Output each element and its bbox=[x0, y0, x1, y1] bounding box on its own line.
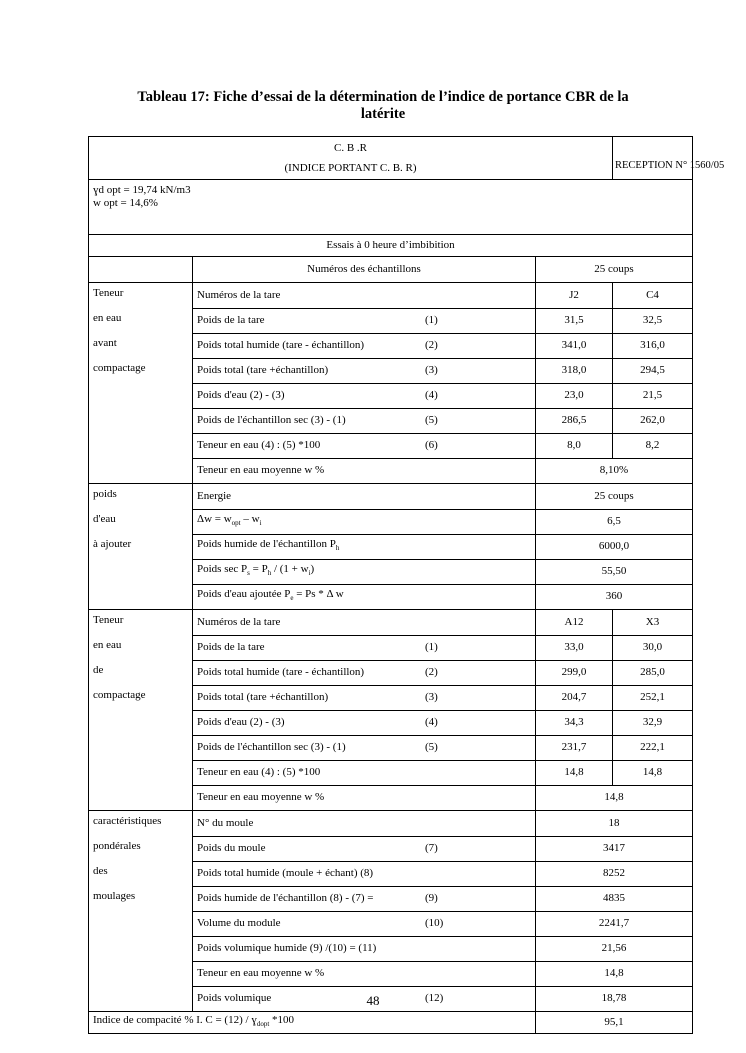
section-label: Teneur bbox=[89, 283, 193, 309]
section-teneur-de-compactage bbox=[89, 610, 693, 811]
row-desc bbox=[193, 635, 536, 660]
section-label: moulages bbox=[89, 886, 193, 911]
moyenne-value: 8,10% bbox=[536, 458, 693, 484]
row-desc bbox=[193, 685, 536, 710]
section-label bbox=[89, 383, 193, 408]
text: *100 bbox=[269, 1013, 295, 1026]
section-indice-compacite bbox=[89, 1012, 693, 1034]
section-label: compactage bbox=[89, 358, 193, 383]
text: / (1 + w bbox=[271, 562, 309, 575]
table-title-line2: latérite bbox=[360, 106, 406, 122]
coups-header: 25 coups bbox=[536, 257, 693, 283]
row-ref-number: (4) bbox=[425, 389, 438, 401]
value-sample-2: 285,0 bbox=[613, 660, 693, 685]
row-desc bbox=[193, 710, 536, 735]
section-label bbox=[89, 458, 193, 484]
row-desc bbox=[193, 660, 536, 685]
section-label: avant bbox=[89, 333, 193, 358]
text: Δw = w bbox=[197, 512, 232, 525]
table-title-line1: Tableau 17: Fiche d’essai de la détermination de l’indice de portance CBR de la bbox=[137, 89, 629, 105]
param-gamma-d-opt: ɣd opt = 19,74 kN/m3 bbox=[93, 184, 191, 196]
table-row bbox=[89, 685, 693, 710]
row-desc bbox=[193, 283, 536, 309]
section-label bbox=[89, 735, 193, 760]
value-sample-2: 21,5 bbox=[613, 383, 693, 408]
value-sample-2: 262,0 bbox=[613, 408, 693, 433]
value-sample-2: X3 bbox=[613, 610, 693, 636]
section-label: caractéristiques bbox=[89, 811, 193, 837]
row-desc bbox=[193, 383, 536, 408]
section-label bbox=[89, 559, 193, 584]
value-sample-1: 341,0 bbox=[536, 333, 613, 358]
value-sample-1: 286,5 bbox=[536, 408, 613, 433]
section-label: d'eau bbox=[89, 509, 193, 534]
page-number: 48 bbox=[366, 993, 380, 1008]
text: s bbox=[247, 569, 250, 578]
row-desc bbox=[193, 911, 536, 936]
header-indice: (INDICE PORTANT C. B. R) bbox=[284, 162, 417, 174]
value-sample-2: 32,9 bbox=[613, 710, 693, 735]
row-value: 3417 bbox=[536, 836, 693, 861]
row-desc-text: Poids d'eau (2) - (3) bbox=[197, 716, 285, 728]
moyenne-value: 14,8 bbox=[536, 785, 693, 811]
indice-row bbox=[89, 1012, 693, 1034]
text: Poids d'eau ajoutée P bbox=[197, 588, 291, 601]
text: ) bbox=[310, 562, 315, 575]
value-sample-1: J2 bbox=[536, 283, 613, 309]
row-value: 18,78 bbox=[536, 986, 693, 1012]
poids-sec-value: 55,50 bbox=[536, 559, 693, 584]
section-label bbox=[89, 936, 193, 961]
row-ref-number: (10) bbox=[425, 917, 444, 929]
row-value: 8252 bbox=[536, 861, 693, 886]
row-desc-text: Poids humide de l'échantillon (8) - (7) = bbox=[197, 892, 374, 904]
value-sample-2: 222,1 bbox=[613, 735, 693, 760]
moyenne-desc: Teneur en eau moyenne w % bbox=[193, 458, 536, 484]
table-row bbox=[89, 534, 693, 559]
table-row bbox=[89, 785, 693, 811]
row-ref-number: (3) bbox=[425, 364, 438, 376]
row-ref-number: (2) bbox=[425, 666, 438, 678]
row-desc bbox=[193, 811, 536, 837]
table-row bbox=[89, 333, 693, 358]
poids-humide-desc bbox=[193, 534, 536, 559]
row-desc-text: Poids de la tare bbox=[197, 641, 265, 653]
row-desc-text: Poids total humide (tare - échantillon) bbox=[197, 339, 365, 351]
table-row bbox=[89, 283, 693, 309]
value-sample-2: 14,8 bbox=[613, 760, 693, 785]
table-row bbox=[89, 408, 693, 433]
row-desc-text: Poids total humide (tare - échantillon) bbox=[197, 666, 365, 678]
value-sample-2: 252,1 bbox=[613, 685, 693, 710]
value-sample-1: 34,3 bbox=[536, 710, 613, 735]
value-sample-2: 30,0 bbox=[613, 635, 693, 660]
section-label: pondérales bbox=[89, 836, 193, 861]
param-w-opt: w opt = 14,6% bbox=[93, 197, 158, 209]
table-row bbox=[89, 961, 693, 986]
section-label bbox=[89, 710, 193, 735]
row-desc-text: Teneur en eau (4) : (5) *100 bbox=[197, 766, 321, 778]
row-desc bbox=[193, 610, 536, 636]
delta-w-value: 6,5 bbox=[536, 509, 693, 534]
essais-title: Essais à 0 heure d’imbibition bbox=[89, 235, 693, 257]
row-desc-text: Poids du moule bbox=[197, 842, 266, 854]
value-sample-1: A12 bbox=[536, 610, 613, 636]
indice-desc bbox=[89, 1012, 536, 1034]
row-ref-number: (6) bbox=[425, 439, 438, 451]
value-sample-1: 14,8 bbox=[536, 760, 613, 785]
section-label: compactage bbox=[89, 685, 193, 710]
row-desc bbox=[193, 961, 536, 986]
row-desc bbox=[193, 433, 536, 458]
row-desc-text: Poids volumique humide (9) /(10) = (11) bbox=[197, 942, 377, 954]
table-row bbox=[89, 735, 693, 760]
row-desc-text: Volume du module bbox=[197, 917, 281, 929]
text: h bbox=[335, 544, 340, 553]
cbr-test-sheet-table bbox=[88, 136, 725, 1034]
row-value: 18 bbox=[536, 811, 693, 837]
section-teneur-avant-compactage bbox=[89, 283, 693, 484]
row-desc-text: Numéros de la tare bbox=[197, 288, 281, 301]
poids-eau-ajoutee-value: 360 bbox=[536, 584, 693, 610]
table-row bbox=[89, 610, 693, 636]
table-row bbox=[89, 811, 693, 837]
section-label bbox=[89, 785, 193, 811]
table-row bbox=[89, 559, 693, 584]
poids-sec-desc bbox=[193, 559, 536, 584]
row-desc bbox=[193, 760, 536, 785]
row-ref-number: (5) bbox=[425, 741, 438, 753]
echantillons-header: Numéros des échantillons bbox=[193, 257, 536, 283]
section-label bbox=[89, 584, 193, 610]
row-desc bbox=[193, 408, 536, 433]
row-desc bbox=[193, 308, 536, 333]
row-desc bbox=[193, 886, 536, 911]
row-desc-text: Poids d'eau (2) - (3) bbox=[197, 389, 285, 401]
table-row bbox=[89, 484, 693, 510]
row-ref-number: (1) bbox=[425, 314, 438, 326]
text: opt bbox=[231, 519, 241, 528]
row-desc-text: Poids total (tare +échantillon) bbox=[197, 691, 329, 703]
value-sample-1: 33,0 bbox=[536, 635, 613, 660]
section-label bbox=[89, 961, 193, 986]
table-row bbox=[89, 358, 693, 383]
row-value: 21,56 bbox=[536, 936, 693, 961]
params-row bbox=[89, 180, 693, 235]
section-label: Teneur bbox=[89, 610, 193, 636]
row-desc-text: Teneur en eau (4) : (5) *100 bbox=[197, 439, 321, 451]
header-reception: RECEPTION N° 1560/05 bbox=[615, 160, 725, 171]
table-title bbox=[100, 89, 666, 123]
row-ref-number: (3) bbox=[425, 691, 438, 703]
table-row bbox=[89, 660, 693, 685]
table-row bbox=[89, 886, 693, 911]
header-reception-cell bbox=[613, 137, 725, 180]
section-label: des bbox=[89, 861, 193, 886]
section-label: en eau bbox=[89, 308, 193, 333]
table-row bbox=[89, 584, 693, 610]
echantillons-header-row bbox=[89, 257, 693, 283]
value-sample-1: 231,7 bbox=[536, 735, 613, 760]
row-desc bbox=[193, 936, 536, 961]
text: i bbox=[259, 519, 262, 528]
text: Poids humide de l'échantillon P bbox=[197, 537, 336, 550]
blank-label-cell bbox=[89, 257, 193, 283]
row-desc-text: N° du moule bbox=[197, 816, 254, 829]
section-label bbox=[89, 408, 193, 433]
row-desc-text: Poids de l'échantillon sec (3) - (1) bbox=[197, 414, 346, 426]
row-desc-text: Poids total (tare +échantillon) bbox=[197, 364, 329, 376]
value-sample-1: 31,5 bbox=[536, 308, 613, 333]
table-row bbox=[89, 710, 693, 735]
row-desc bbox=[193, 861, 536, 886]
text: Indice de compacité % I. C = (12) / ɣ bbox=[93, 1013, 257, 1026]
value-sample-2: 32,5 bbox=[613, 308, 693, 333]
row-ref-number: (12) bbox=[425, 992, 444, 1005]
text: dopt bbox=[256, 1020, 270, 1029]
table-row bbox=[89, 509, 693, 534]
text: h bbox=[267, 569, 272, 578]
indice-value: 95,1 bbox=[536, 1012, 693, 1034]
row-ref-number: (4) bbox=[425, 716, 438, 728]
moyenne-desc: Teneur en eau moyenne w % bbox=[193, 785, 536, 811]
section-label: poids bbox=[89, 484, 193, 510]
table-row bbox=[89, 635, 693, 660]
row-ref-number: (5) bbox=[425, 414, 438, 426]
value-sample-2: 294,5 bbox=[613, 358, 693, 383]
poids-eau-ajoutee-desc bbox=[193, 584, 536, 610]
row-desc bbox=[193, 333, 536, 358]
section-caracteristiques-ponderales bbox=[89, 811, 693, 1012]
value-sample-1: 204,7 bbox=[536, 685, 613, 710]
table-row bbox=[89, 861, 693, 886]
section-label: à ajouter bbox=[89, 534, 193, 559]
section-poids-eau-a-ajouter bbox=[89, 484, 693, 610]
row-desc bbox=[193, 735, 536, 760]
value-sample-2: C4 bbox=[613, 283, 693, 309]
section-label: en eau bbox=[89, 635, 193, 660]
row-value: 4835 bbox=[536, 886, 693, 911]
row-ref-number: (9) bbox=[425, 892, 438, 904]
value-sample-1: 23,0 bbox=[536, 383, 613, 408]
text: Poids sec P bbox=[197, 562, 248, 575]
row-desc-text: Poids total humide (moule + échant) (8) bbox=[197, 867, 374, 879]
row-desc bbox=[193, 836, 536, 861]
essais-row bbox=[89, 235, 693, 257]
table-row bbox=[89, 760, 693, 785]
row-desc-text: Poids de la tare bbox=[197, 314, 265, 326]
text: = P bbox=[249, 562, 268, 575]
row-value: 14,8 bbox=[536, 961, 693, 986]
energie-desc: Energie bbox=[193, 484, 536, 510]
header-row bbox=[89, 137, 693, 180]
row-desc-text: Poids de l'échantillon sec (3) - (1) bbox=[197, 741, 346, 753]
value-sample-2: 316,0 bbox=[613, 333, 693, 358]
table-row bbox=[89, 433, 693, 458]
table-row bbox=[89, 458, 693, 484]
value-sample-1: 8,0 bbox=[536, 433, 613, 458]
row-desc-text: Poids volumique bbox=[197, 992, 272, 1005]
row-value: 2241,7 bbox=[536, 911, 693, 936]
row-desc bbox=[193, 358, 536, 383]
header-cbr: C. B .R bbox=[334, 142, 368, 154]
row-ref-number: (1) bbox=[425, 641, 438, 653]
row-ref-number: (2) bbox=[425, 339, 438, 351]
row-ref-number: (7) bbox=[425, 842, 438, 854]
row-desc-text: Numéros de la tare bbox=[197, 615, 281, 628]
text: = Ps * Δ w bbox=[293, 588, 344, 601]
text: e bbox=[290, 594, 294, 603]
section-label: de bbox=[89, 660, 193, 685]
table-row bbox=[89, 936, 693, 961]
row-desc-text: Teneur en eau moyenne w % bbox=[197, 967, 325, 979]
table-row bbox=[89, 308, 693, 333]
section-label bbox=[89, 760, 193, 785]
delta-w-desc bbox=[193, 509, 536, 534]
section-label bbox=[89, 433, 193, 458]
energie-value: 25 coups bbox=[536, 484, 693, 510]
text: – w bbox=[240, 512, 260, 525]
value-sample-1: 299,0 bbox=[536, 660, 613, 685]
table-row bbox=[89, 836, 693, 861]
value-sample-1: 318,0 bbox=[536, 358, 613, 383]
text: i bbox=[308, 569, 311, 578]
poids-humide-value: 6000,0 bbox=[536, 534, 693, 559]
table-row bbox=[89, 383, 693, 408]
section-label bbox=[89, 911, 193, 936]
table-row bbox=[89, 911, 693, 936]
header-cbr-cell bbox=[89, 137, 613, 180]
params-cell bbox=[89, 180, 693, 235]
value-sample-2: 8,2 bbox=[613, 433, 693, 458]
